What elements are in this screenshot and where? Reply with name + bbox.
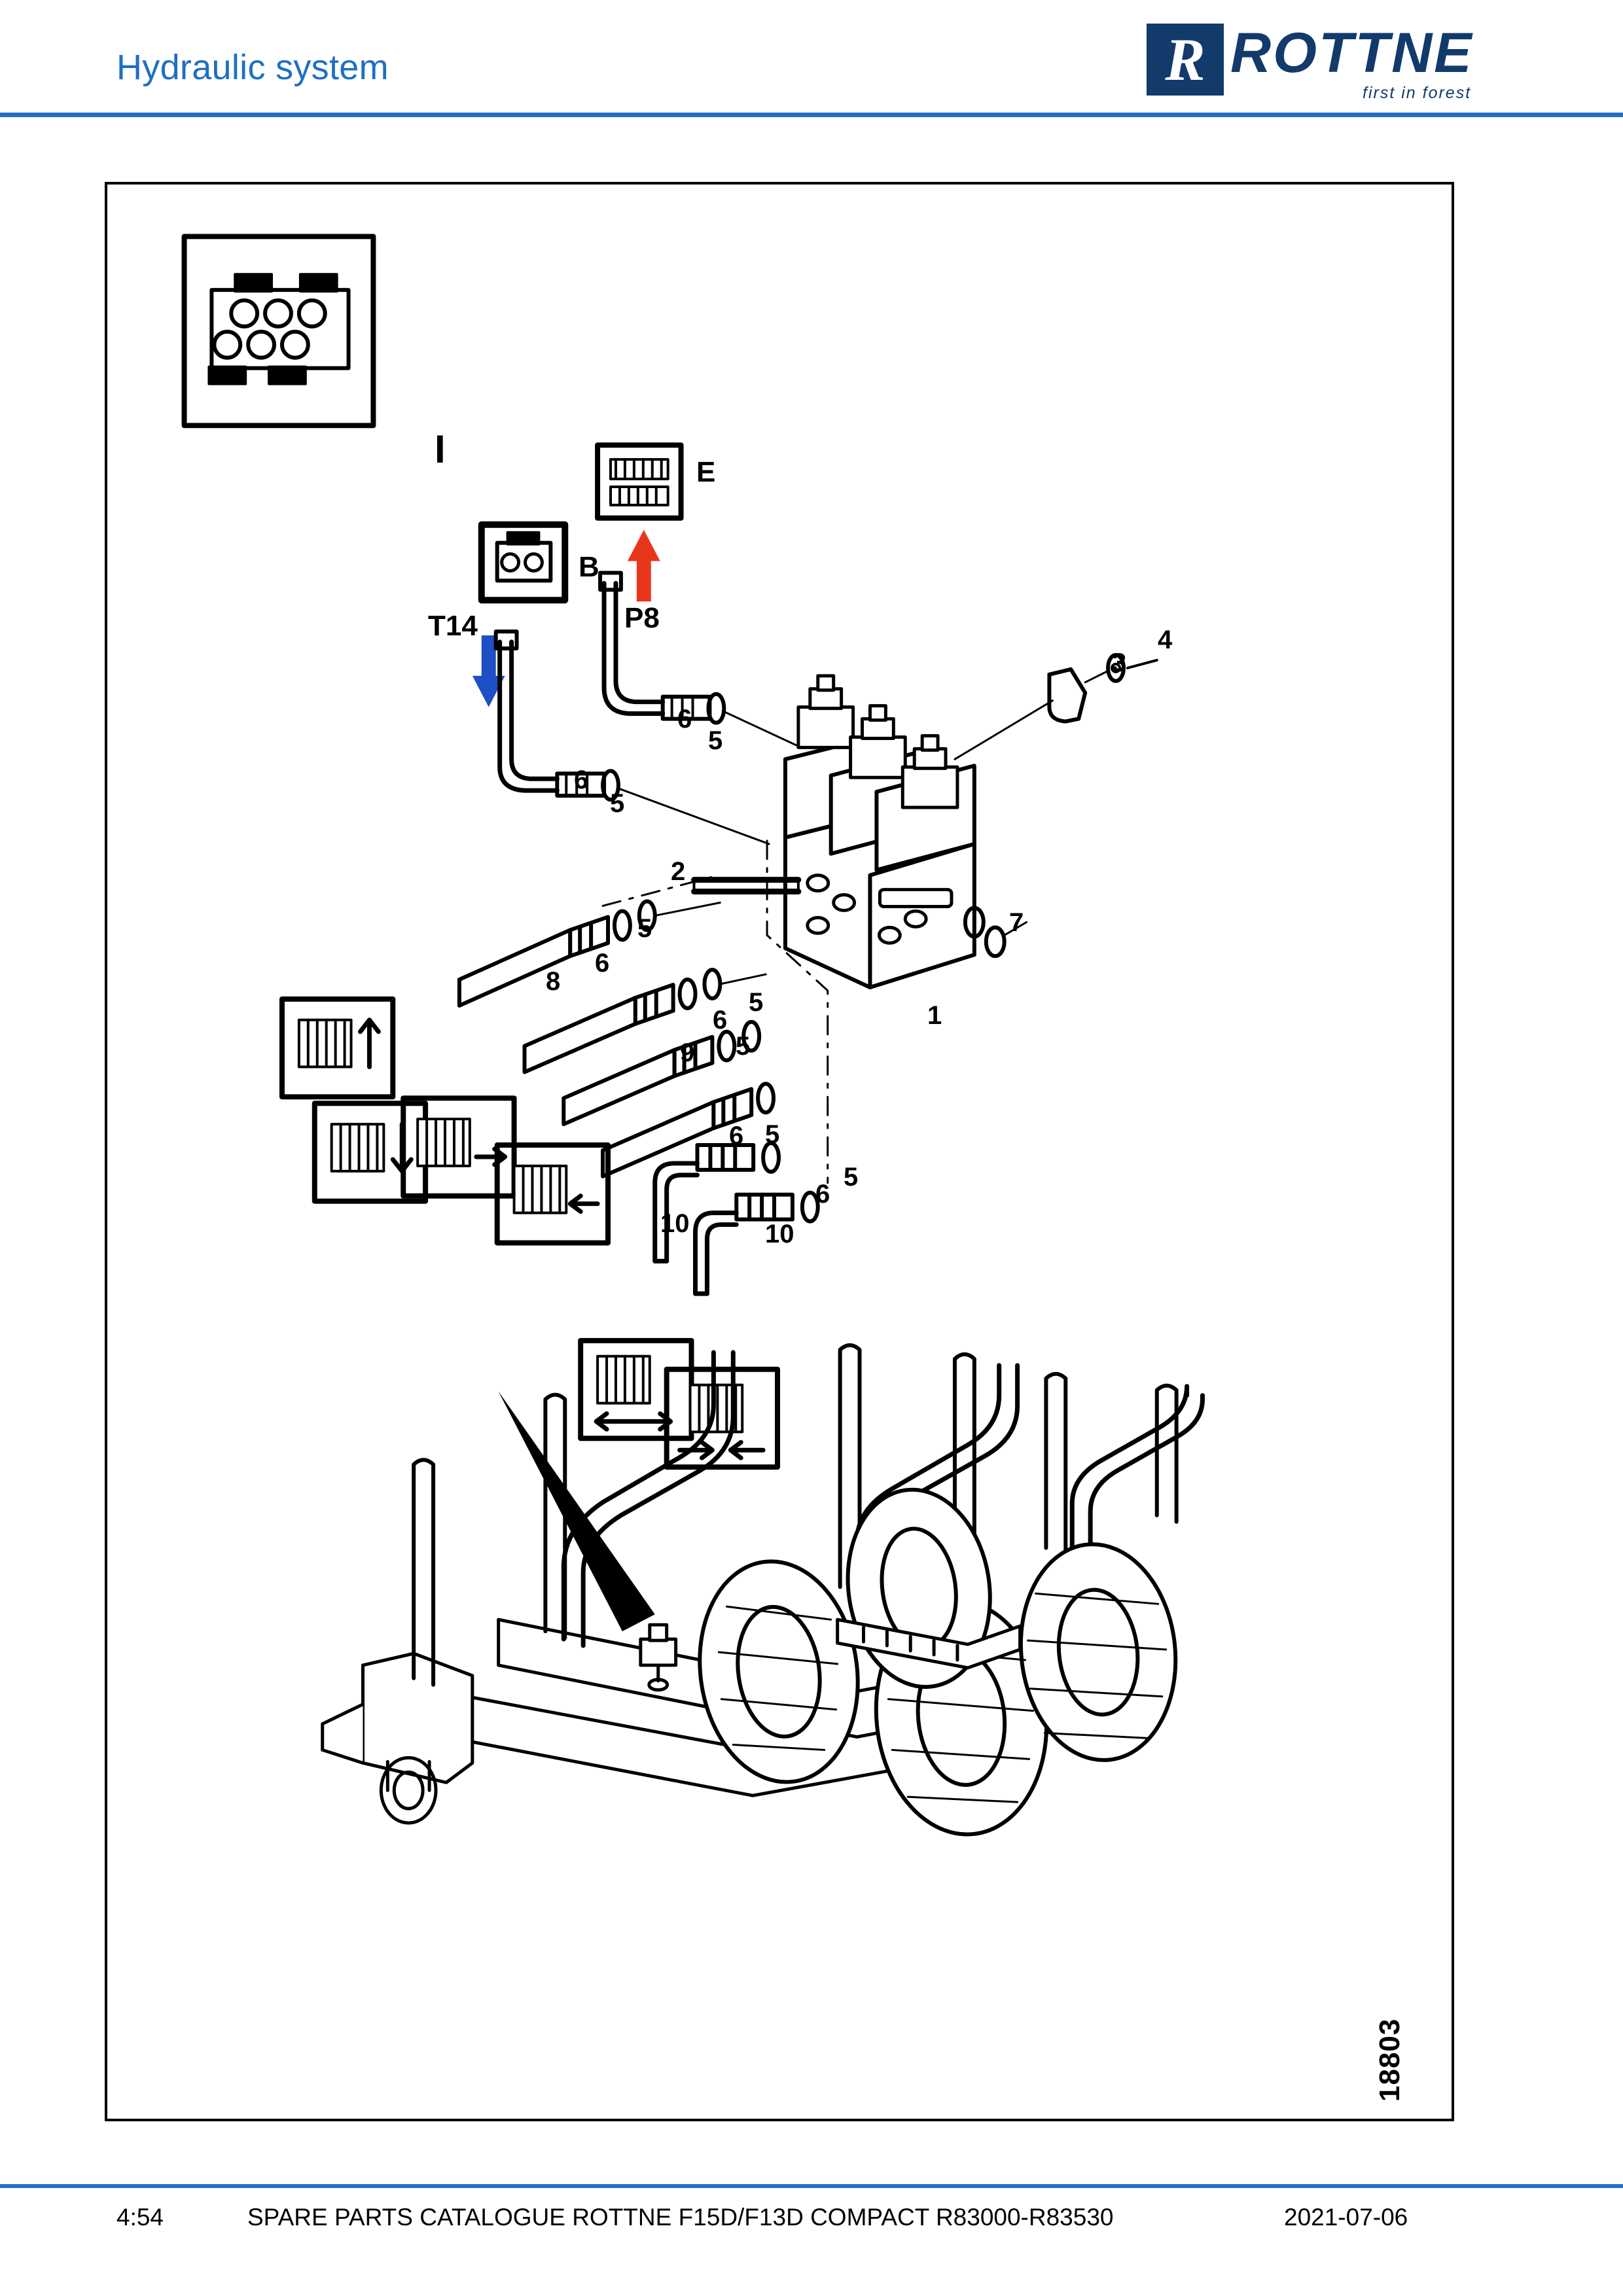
logo-mark-icon [1147, 24, 1224, 96]
port-label-I: I [435, 427, 446, 471]
item-number: 7 [1009, 908, 1024, 937]
item-number: 5 [749, 988, 764, 1017]
item-number: 5 [765, 1120, 780, 1149]
item-number: 6 [713, 1006, 728, 1034]
footer-date: 2021-07-06 [1284, 2204, 1408, 2231]
item-number: 6 [595, 949, 610, 978]
port-label-E: E [696, 456, 716, 488]
item-number: 3 [1112, 648, 1127, 677]
drawing-number: 18803 [1374, 2018, 1406, 2102]
port-label-P8: P8 [624, 602, 660, 634]
port-label-B: B [579, 551, 599, 583]
item-number: 10 [660, 1209, 690, 1238]
item-number: 9 [680, 1038, 695, 1067]
footer-page-number: 4:54 [116, 2204, 164, 2231]
footer-divider [0, 2184, 1623, 2188]
page-header [0, 0, 1623, 122]
hydraulic-system-diagram [107, 185, 1452, 2119]
item-number: 5 [610, 789, 625, 818]
figure-frame [105, 182, 1454, 2121]
item-number: 6 [677, 705, 692, 733]
page-title: Hydraulic system [116, 48, 389, 87]
item-number: 5 [708, 726, 723, 755]
item-number: 5 [844, 1163, 859, 1192]
item-number: 8 [546, 967, 561, 996]
logo-mark-letter: R [1165, 26, 1205, 93]
item-number: 10 [765, 1220, 794, 1248]
item-number: 1 [927, 1001, 942, 1030]
item-number: 5 [637, 914, 652, 943]
port-label-T14: T14 [428, 610, 478, 642]
rottne-logo [1147, 24, 1539, 101]
item-number: 5 [736, 1032, 751, 1061]
logo-tagline: first in forest [1363, 84, 1472, 102]
footer-catalogue-title: SPARE PARTS CATALOGUE ROTTNE F15D/F13D COMPACT R83000-R83530 [247, 2204, 1114, 2231]
item-number: 2 [671, 857, 686, 886]
item-number: 6 [574, 766, 589, 794]
item-number: 6 [815, 1180, 830, 1209]
logo-wordmark: ROTTNE [1230, 22, 1474, 84]
header-divider [0, 113, 1623, 117]
item-number: 4 [1158, 626, 1173, 654]
page-footer [0, 2199, 1623, 2244]
item-number: 6 [729, 1122, 744, 1150]
